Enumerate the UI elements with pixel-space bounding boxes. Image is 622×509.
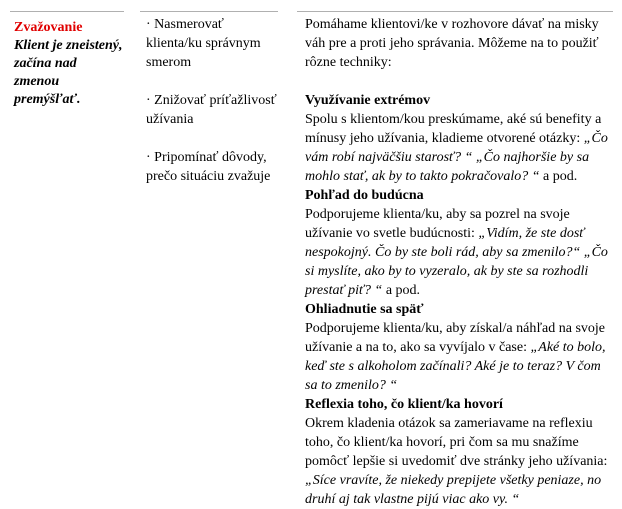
technique-text: Okrem kladenia otázok sa zameriavame na reflexiu toho, čo klient/ka hovorí, pri čom sa mu snažíme pomôcť lepšie si uvedomiť dve stránky jeho užívania: [305, 416, 608, 469]
column-divider [10, 11, 124, 12]
goal-item [146, 91, 278, 129]
goal-text: Znižovať príťažlivosť užívania [146, 93, 277, 127]
technique-body [305, 205, 613, 300]
techniques-column [297, 0, 613, 509]
bullet-icon: · [146, 17, 151, 32]
column-divider [297, 11, 613, 12]
technique-quote: „Čo vám robí najväčšiu starosť? “ „Čo najhoršie by sa mohlo stať, ak by to takto pokračovalo? “ [305, 131, 608, 184]
goals-column [140, 0, 278, 205]
technique-quote: „Vidím, že ste dosť nespokojný. Čo by ste boli rád, aby sa zmenilo?“ „Čo si myslíte, ako by to vyzeralo, ak by ste sa rozhodli prestať piť? “ [305, 226, 608, 298]
intro-paragraph: Pomáhame klientovi/ke v rozhovore dávať na misky váh pre a proti jeho správania. Môžeme na to použiť rôzne techniky: [305, 17, 599, 70]
technique-tail: a pod. [539, 169, 578, 184]
technique-block [305, 395, 613, 509]
technique-tail: a pod. [382, 283, 421, 298]
technique-text: Podporujeme klienta/ku, aby získal/a náhľad na svoje užívanie a na to, ako sa vyvíjalo v čase: [305, 321, 605, 355]
goal-text: Nasmerovať klienta/ku správnym smerom [146, 17, 261, 70]
technique-block [305, 300, 613, 395]
technique-block [305, 186, 613, 300]
technique-quote: „Síce vravíte, že niekedy prepijete všetky peniaze, no druhí aj tak vlastne pijú viac ako vy. “ [305, 473, 602, 507]
technique-body [305, 319, 613, 395]
goals-list [140, 15, 278, 186]
technique-quote: „Aké to bolo, keď ste s alkoholom začínali? Aké je to teraz? V čom sa to zmenilo? “ [305, 340, 606, 393]
technique-body [305, 110, 613, 186]
bullet-icon: · [146, 93, 151, 108]
goal-item [146, 15, 278, 72]
technique-heading: Využívanie extrémov [305, 93, 431, 108]
stage-column [6, 0, 124, 109]
technique-block [305, 91, 613, 186]
technique-heading: Ohliadnutie sa späť [305, 302, 424, 317]
technique-text: Podporujeme klienta/ku, aby sa pozrel na svoje užívanie vo svetle budúcnosti: [305, 207, 570, 241]
bullet-icon: · [146, 150, 151, 165]
technique-text: Spolu s klientom/kou preskúmame, aké sú benefity a mínusy jeho užívania, kladieme otvorené otázky: [305, 112, 602, 146]
technique-body [305, 414, 613, 509]
goal-text: Pripomínať dôvody, prečo situáciu zvažuje [146, 150, 271, 184]
technique-heading: Pohľad do budúcna [305, 188, 424, 203]
goal-item [146, 148, 278, 186]
column-divider [140, 11, 278, 12]
stage-subtitle: Klient je zneistený, začína nad zmenou premýšľať. [14, 38, 123, 107]
technique-heading: Reflexia toho, čo klient/ka hovorí [305, 397, 503, 412]
stage-title: Zvažovanie [14, 20, 83, 35]
